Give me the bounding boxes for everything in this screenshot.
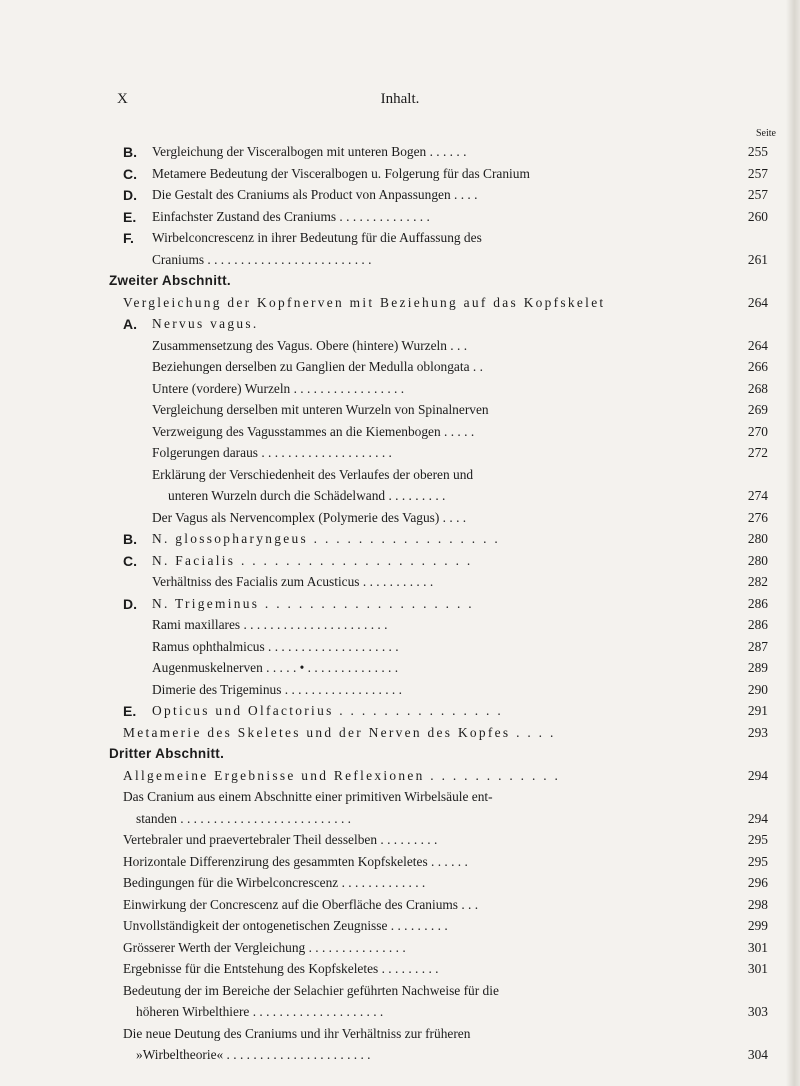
entry-page-number: 287 — [747, 638, 768, 654]
toc-entry — [0, 1024, 800, 1044]
entry-page-number: 260 — [747, 208, 768, 224]
entry-title: Vergleichung der Kopfnerven mit Beziehung auf das Kopfskelet — [123, 294, 606, 310]
toc-entry — [0, 658, 800, 678]
toc-entry — [0, 959, 800, 979]
toc-entry — [0, 938, 800, 958]
entry-page-number: 295 — [747, 832, 768, 847]
toc-entry — [0, 465, 800, 485]
entry-page-number: 294 — [747, 810, 768, 826]
entry-title: Ergebnisse für die Entstehung des Kopfskeletes . . . . . . . . . — [123, 961, 439, 976]
entry-title: Rami maxillares . . . . . . . . . . . . . . . . . . . . . . — [152, 617, 388, 632]
entry-letter: C. — [123, 552, 137, 569]
toc-entry — [0, 400, 800, 420]
toc-entry — [0, 723, 800, 743]
toc-entry — [0, 873, 800, 893]
toc-entry — [0, 185, 800, 205]
entry-title: Wirbelconcrescenz in ihrer Bedeutung für die Auffassung des — [152, 230, 482, 245]
entry-page-number: 303 — [747, 1004, 768, 1019]
toc-entry — [0, 594, 800, 614]
entry-title: Nervus vagus. — [152, 316, 259, 331]
toc-entry — [0, 981, 800, 1001]
entry-title: Vertebraler und praevertebraler Theil desselben . . . . . . . . . — [123, 832, 438, 847]
entry-letter: A. — [123, 316, 137, 332]
page-number: X — [117, 91, 128, 107]
section-heading: Zweiter Abschnitt. — [109, 273, 231, 288]
section-heading: Dritter Abschnitt. — [109, 746, 225, 761]
entry-page-number: 257 — [747, 187, 768, 202]
entry-page-number: 291 — [747, 703, 768, 718]
toc-entry — [0, 680, 800, 700]
toc-entry — [0, 572, 800, 592]
entry-title: Zusammensetzung des Vagus. Obere (hintere) Wurzeln . . . — [152, 337, 468, 353]
toc-entry — [0, 637, 800, 657]
toc-entry — [0, 809, 800, 829]
entry-title: N. glossopharyngeus . . . . . . . . . . . . . . . . . — [152, 531, 501, 546]
entry-title: Metamere Bedeutung der Visceralbogen u. Folgerung für das Cranium — [152, 165, 530, 181]
toc-entry — [0, 207, 800, 227]
entry-title: Verhältniss des Facialis zum Acusticus . . . . . . . . . . . — [152, 574, 434, 589]
entry-title: N. Facialis . . . . . . . . . . . . . . . . . . . . . — [152, 552, 473, 568]
entry-letter: E. — [123, 208, 137, 225]
seite-label: Seite — [756, 128, 776, 139]
entry-page-number: 286 — [747, 617, 768, 632]
toc-entry — [0, 422, 800, 442]
entry-page-number: 280 — [747, 552, 768, 568]
entry-title: Erklärung der Verschiedenheit des Verlaufes der oberen und — [152, 466, 474, 482]
entry-page-number: 295 — [747, 853, 768, 869]
toc-entry — [0, 293, 800, 313]
entry-page-number: 290 — [747, 681, 768, 697]
entry-title: höheren Wirbelthiere . . . . . . . . . . . . . . . . . . . . — [136, 1004, 384, 1019]
entry-page-number: 298 — [747, 896, 768, 912]
entry-page-number: 268 — [747, 380, 768, 396]
toc-entry — [0, 766, 800, 786]
entry-page-number: 270 — [747, 423, 768, 439]
entry-title: Vergleichung derselben mit unteren Wurzeln von Spinalnerven — [152, 402, 489, 417]
entry-title: Einwirkung der Concrescenz auf die Oberfläche des Craniums . . . — [123, 896, 479, 912]
entry-page-number: 264 — [747, 337, 768, 353]
entry-title: Metamerie des Skeletes und der Nerven des Kopfes . . . . — [123, 724, 556, 740]
entry-page-number: 289 — [747, 660, 768, 675]
entry-title: Grösserer Werth der Vergleichung . . . . . . . . . . . . . . . — [123, 939, 406, 955]
entry-title: Die Gestalt des Craniums als Product von Anpassungen . . . . — [152, 187, 478, 202]
entry-title: Bedingungen für die Wirbelconcrescenz . . . . . . . . . . . . . — [123, 875, 426, 890]
toc-entry — [0, 443, 800, 463]
entry-page-number: 264 — [747, 294, 768, 310]
toc-entry — [0, 142, 800, 162]
running-title: Inhalt. — [380, 91, 420, 107]
entry-title: standen . . . . . . . . . . . . . . . . . . . . . . . . . . — [136, 810, 351, 826]
toc-entry — [0, 250, 800, 270]
toc-entry — [0, 357, 800, 377]
entry-page-number: 294 — [747, 767, 768, 783]
entry-page-number: 296 — [747, 875, 768, 890]
entry-title: Augenmuskelnerven . . . . . • . . . . . . . . . . . . . . — [152, 660, 399, 675]
entry-title: Der Vagus als Nervencomplex (Polymerie des Vagus) . . . . — [152, 509, 467, 525]
entry-page-number: 274 — [747, 488, 768, 503]
entry-title: Opticus und Olfactorius . . . . . . . . . . . . . . . — [152, 703, 504, 718]
entry-page-number: 276 — [747, 509, 768, 525]
toc-entry — [0, 916, 800, 936]
toc-entry — [0, 314, 800, 334]
toc-entry — [0, 228, 800, 248]
toc-entry — [0, 895, 800, 915]
entry-title: Dimerie des Trigeminus . . . . . . . . . . . . . . . . . . — [152, 681, 402, 697]
entry-page-number: 261 — [747, 251, 768, 267]
entry-title: Allgemeine Ergebnisse und Reflexionen . . . . . . . . . . . . — [123, 767, 561, 783]
entry-page-number: 257 — [747, 165, 768, 181]
toc-entry — [0, 615, 800, 635]
entry-title: Vergleichung der Visceralbogen mit unteren Bogen . . . . . . — [152, 144, 467, 159]
entry-title: Die neue Deutung des Craniums und ihr Verhältniss zur früheren — [123, 1025, 471, 1041]
entry-title: Beziehungen derselben zu Ganglien der Medulla oblongata . . — [152, 359, 483, 374]
toc-entry — [0, 529, 800, 549]
section-heading-row — [0, 744, 800, 764]
toc-entry — [0, 551, 800, 571]
entry-letter: B. — [123, 531, 137, 547]
entry-title: Verzweigung des Vagusstammes an die Kiemenbogen . . . . . — [152, 423, 475, 439]
entry-letter: F. — [123, 230, 134, 246]
toc-entry — [0, 1045, 800, 1065]
entry-title: Untere (vordere) Wurzeln . . . . . . . . . . . . . . . . . — [152, 380, 405, 396]
toc-entry — [0, 852, 800, 872]
toc-entry — [0, 336, 800, 356]
entry-page-number: 299 — [747, 918, 768, 933]
entry-page-number: 286 — [747, 595, 768, 611]
entry-title: Craniums . . . . . . . . . . . . . . . . . . . . . . . . . — [152, 251, 372, 267]
page-header — [0, 91, 800, 111]
toc-entry — [0, 164, 800, 184]
entry-title: Unvollständigkeit der ontogenetischen Zeugnisse . . . . . . . . . — [123, 918, 448, 933]
entry-page-number: 282 — [747, 574, 768, 589]
entry-letter: D. — [123, 595, 137, 612]
entry-letter: E. — [123, 703, 137, 719]
entry-page-number: 301 — [747, 961, 768, 976]
entry-title: »Wirbeltheorie« . . . . . . . . . . . . . . . . . . . . . . — [136, 1047, 371, 1062]
entry-title: Einfachster Zustand des Craniums . . . . . . . . . . . . . . — [152, 208, 430, 224]
entry-page-number: 280 — [747, 531, 768, 546]
entry-title: Folgerungen daraus . . . . . . . . . . . . . . . . . . . . — [152, 445, 392, 460]
entry-title: unteren Wurzeln durch die Schädelwand . . . . . . . . . — [168, 488, 446, 503]
toc-entry — [0, 1002, 800, 1022]
entry-title: N. Trigeminus . . . . . . . . . . . . . . . . . . . — [152, 595, 474, 611]
entry-letter: D. — [123, 187, 137, 203]
toc-entry — [0, 486, 800, 506]
toc-entry — [0, 379, 800, 399]
entry-page-number: 272 — [747, 445, 768, 460]
entry-page-number: 301 — [747, 939, 768, 955]
entry-title: Horizontale Differenzirung des gesammten Kopfskeletes . . . . . . — [123, 853, 468, 869]
section-heading-row — [0, 271, 800, 291]
toc-entry — [0, 508, 800, 528]
toc-entry — [0, 830, 800, 850]
entry-page-number: 293 — [747, 724, 768, 740]
toc-entry — [0, 787, 800, 807]
entry-title: Bedeutung der im Bereiche der Selachier geführten Nachweise für die — [123, 982, 499, 998]
toc-entry — [0, 701, 800, 721]
entry-page-number: 266 — [747, 359, 768, 374]
entry-page-number: 304 — [747, 1047, 768, 1062]
entry-letter: C. — [123, 165, 137, 182]
entry-letter: B. — [123, 144, 137, 160]
entry-page-number: 269 — [747, 402, 768, 417]
entry-page-number: 255 — [747, 144, 768, 159]
entry-title: Das Cranium aus einem Abschnitte einer primitiven Wirbelsäule ent- — [123, 789, 493, 804]
entry-title: Ramus ophthalmicus . . . . . . . . . . . . . . . . . . . . — [152, 638, 399, 654]
